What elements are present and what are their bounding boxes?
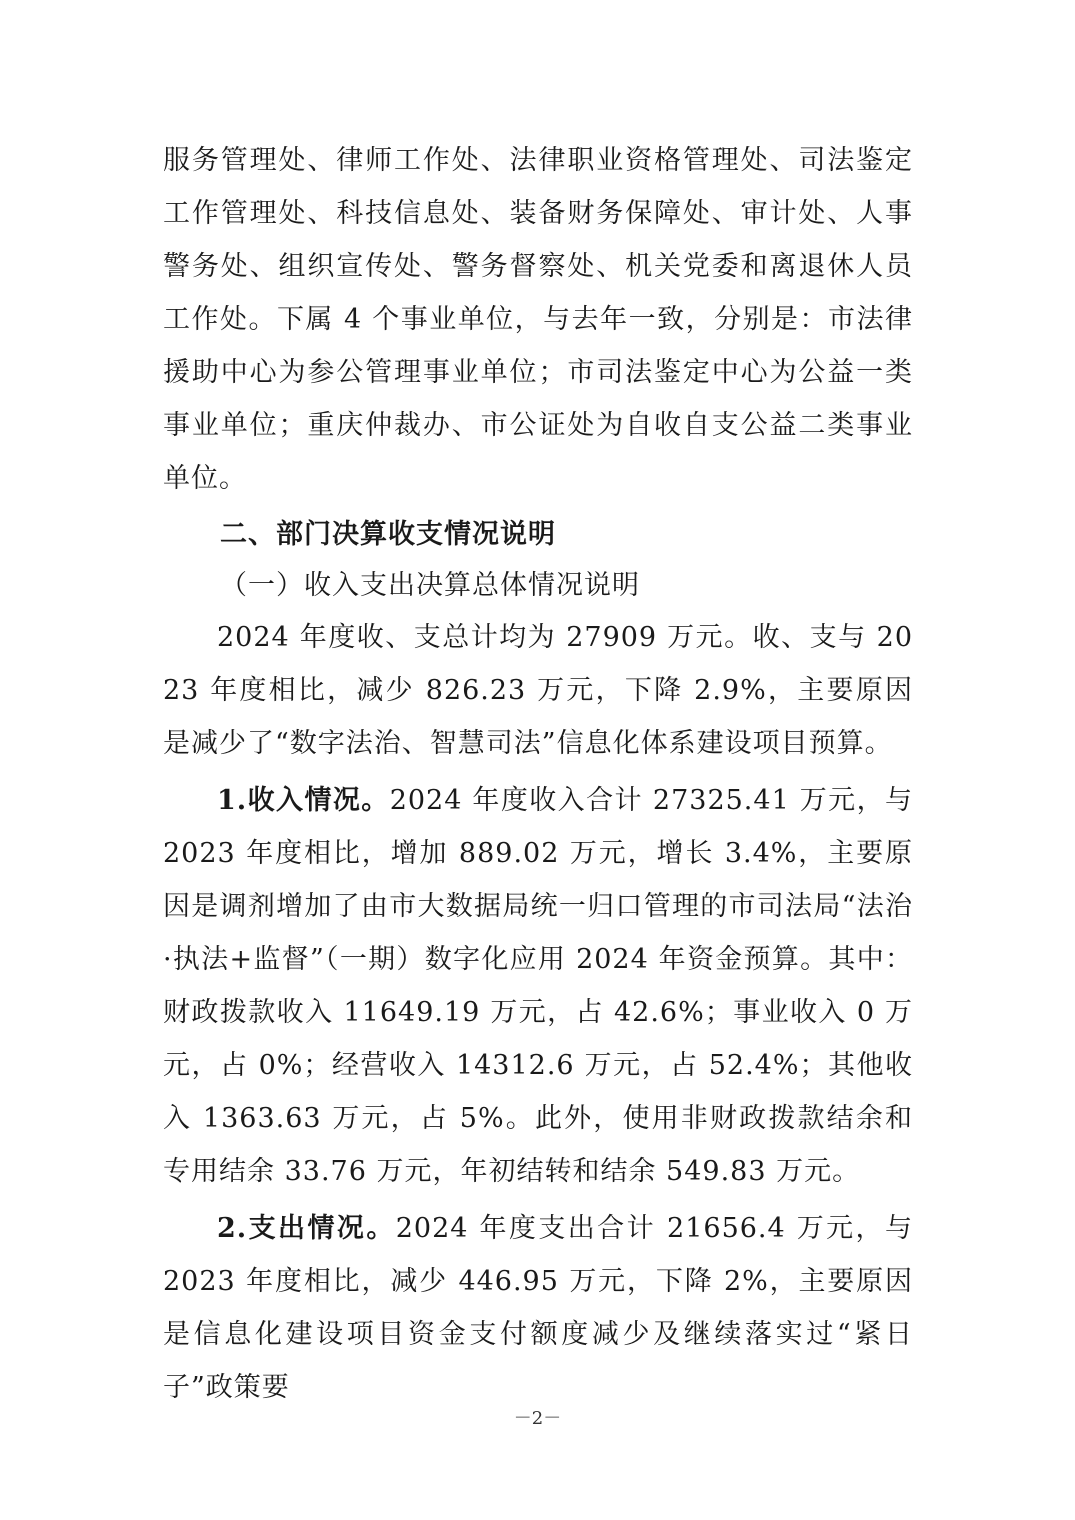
paragraph-intro: 服务管理处、律师工作处、法律职业资格管理处、司法鉴定工作管理处、科技信息处、装备财务保障处、审计处、人事警务处、组织宣传处、警务督察处、机关党委和离退休人员工作处。下属 4 个事业单位，与去年一致，分别是：市法律援助中心为参公管理事业单位；市司法鉴定中心为公益一类事业单位；重庆仲裁办、市公证处为自收自支公益二类事业单位。 xyxy=(163,145,913,494)
page-number: －2－ xyxy=(513,1408,562,1429)
paragraph-income xyxy=(163,774,913,1198)
paragraph-expense xyxy=(163,1202,913,1414)
section-heading: 二、部门决算收支情况说明 xyxy=(220,519,556,550)
paragraph-total: 2024 年度收、支总计均为 27909 万元。收、支与 2023 年度相比，减少 826.23 万元，下降 2.9%，主要原因是减少了“数字法治、智慧司法”信息化体系建设项目预算。 xyxy=(163,622,913,759)
income-body: 2024 年度收入合计 27325.41 万元，与 2023 年度相比，增加 889.02 万元，增长 3.4%，主要原因是调剂增加了由市大数据局统一归口管理的市司法局“法治·执法+监督”（一期）数字化应用 2024 年资金预算。其中：财政拨款收入 11649.19 万元，占 42.6%；事业收入 0 万元，占 0%；经营收入 14312.6 万元，占 52.4%；其他收入 1363.63 万元，占 5%。此外，使用非财政拨款结余和专用结余 33.76 万元，年初结转和结余 549.83 万元。 xyxy=(163,785,914,1187)
subsection-heading: （一）收入支出决算总体情况说明 xyxy=(220,570,640,601)
income-lead: 1.收入情况。 xyxy=(217,785,390,816)
expense-body: 2024 年度支出合计 21656.4 万元，与 2023 年度相比，减少 446.95 万元，下降 2%，主要原因是信息化建设项目资金支付额度减少及继续落实过“紧日子”政策要 xyxy=(163,1213,913,1403)
expense-lead: 2.支出情况。 xyxy=(217,1213,396,1244)
